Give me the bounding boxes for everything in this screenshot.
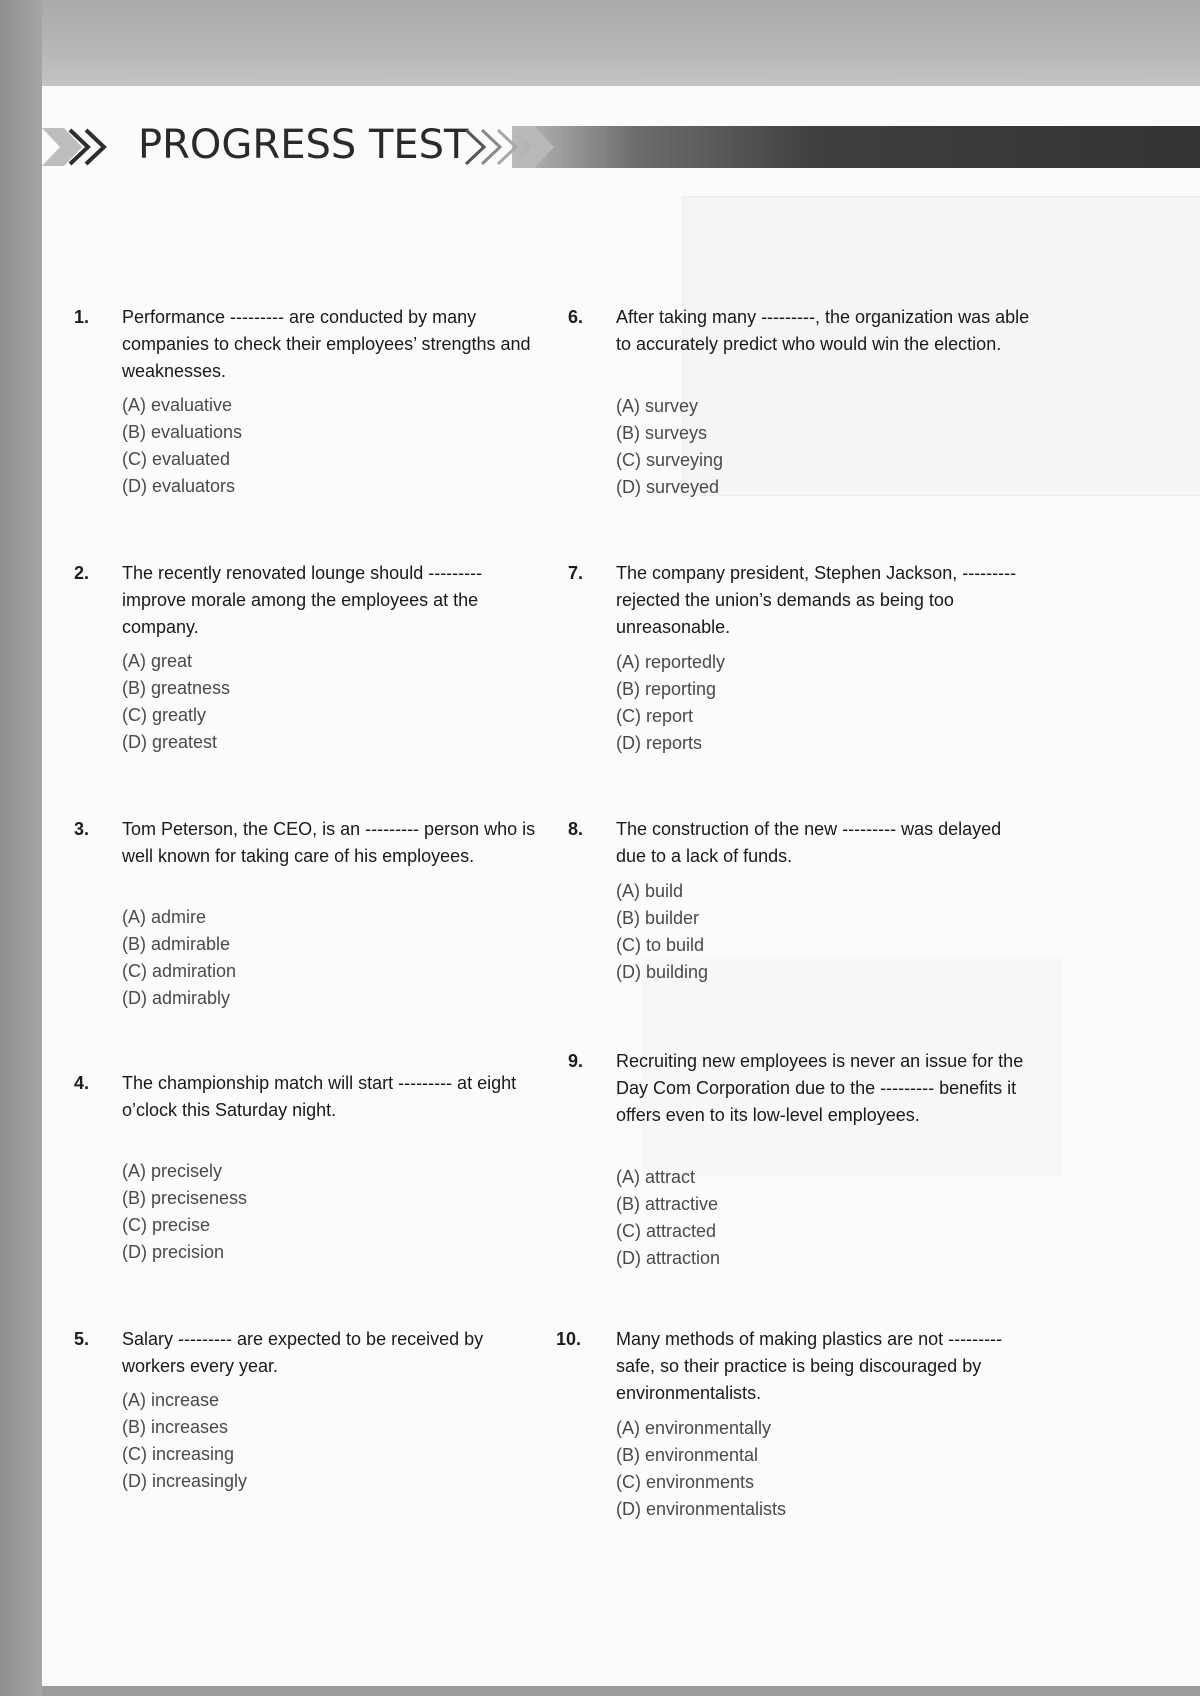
question-number: 8.	[568, 819, 584, 839]
option-b[interactable]: (B) increases	[122, 1417, 229, 1437]
option-b[interactable]: (B) reporting	[616, 679, 717, 699]
question-number: 9.	[568, 1051, 584, 1071]
question-number: 6.	[568, 307, 584, 327]
option-a[interactable]: (A) precisely	[122, 1161, 223, 1181]
option-b[interactable]: (B) attractive	[616, 1194, 719, 1214]
page-title: PROGRESS TEST	[138, 122, 469, 168]
question-stem: Tom Peterson, the CEO, is an --------- person who is well known for taking care of his employees.	[122, 819, 536, 866]
option-c[interactable]: (C) greatly	[122, 705, 207, 725]
option-a[interactable]: (A) great	[122, 651, 193, 671]
option-b[interactable]: (B) surveys	[616, 423, 708, 443]
option-d[interactable]: (D) admirably	[122, 988, 231, 1008]
question-stem: The recently renovated lounge should --------- improve morale among the employees at the company.	[122, 563, 483, 637]
question-stem: The company president, Stephen Jackson, --------- rejected the union’s demands as being too unreasonable.	[616, 563, 1017, 637]
option-d[interactable]: (D) surveyed	[616, 477, 720, 497]
option-c[interactable]: (C) precise	[122, 1215, 211, 1235]
answer-options	[122, 648, 230, 756]
answer-options	[616, 393, 723, 501]
question-stem: The championship match will start --------- at eight o’clock this Saturday night.	[122, 1073, 517, 1120]
answer-options	[122, 904, 236, 1012]
question-number: 3.	[74, 819, 90, 839]
option-b[interactable]: (B) admirable	[122, 934, 231, 954]
question-stem: Many methods of making plastics are not --------- safe, so their practice is being discouraged by environmentalists.	[616, 1329, 1003, 1403]
option-a[interactable]: (A) admire	[122, 907, 207, 927]
question-stem: After taking many ---------, the organization was able to accurately predict who would win the election.	[616, 307, 1030, 354]
option-a[interactable]: (A) build	[616, 881, 684, 901]
question-stem: The construction of the new --------- was delayed due to a lack of funds.	[616, 819, 1002, 866]
answer-options	[616, 649, 725, 757]
question-stem: Performance --------- are conducted by many companies to check their employees’ strengths and weaknesses.	[122, 307, 531, 381]
option-a[interactable]: (A) environmentally	[616, 1418, 772, 1438]
option-a[interactable]: (A) survey	[616, 396, 699, 416]
answer-options	[122, 1387, 247, 1495]
answer-options	[616, 1164, 720, 1272]
scan-border-top	[0, 0, 1200, 86]
option-d[interactable]: (D) evaluators	[122, 476, 236, 496]
option-a[interactable]: (A) evaluative	[122, 395, 233, 415]
option-d[interactable]: (D) precision	[122, 1242, 225, 1262]
answer-options	[616, 1415, 786, 1523]
option-a[interactable]: (A) reportedly	[616, 652, 726, 672]
option-b[interactable]: (B) evaluations	[122, 422, 243, 442]
scan-border-left	[0, 0, 42, 1696]
question-stem: Salary --------- are expected to be received by workers every year.	[122, 1329, 484, 1376]
option-d[interactable]: (D) building	[616, 962, 709, 982]
header-band	[512, 126, 1200, 168]
option-c[interactable]: (C) attracted	[616, 1221, 717, 1241]
option-d[interactable]: (D) attraction	[616, 1248, 721, 1268]
option-a[interactable]: (A) attract	[616, 1167, 696, 1187]
option-b[interactable]: (B) environmental	[616, 1445, 759, 1465]
option-a[interactable]: (A) increase	[122, 1390, 220, 1410]
question-number: 7.	[568, 563, 584, 583]
option-d[interactable]: (D) environmentalists	[616, 1499, 787, 1519]
option-c[interactable]: (C) environments	[616, 1472, 755, 1492]
question-number: 4.	[74, 1073, 90, 1093]
question-number: 1.	[74, 307, 90, 327]
option-b[interactable]: (B) greatness	[122, 678, 231, 698]
option-c[interactable]: (C) evaluated	[122, 449, 231, 469]
option-b[interactable]: (B) preciseness	[122, 1188, 248, 1208]
option-c[interactable]: (C) admiration	[122, 961, 237, 981]
option-c[interactable]: (C) report	[616, 706, 694, 726]
answer-options	[616, 878, 708, 986]
answer-options	[122, 392, 242, 500]
question-number: 10.	[556, 1329, 582, 1349]
option-d[interactable]: (D) increasingly	[122, 1471, 248, 1491]
test-page	[42, 86, 1200, 1686]
option-b[interactable]: (B) builder	[616, 908, 700, 928]
option-c[interactable]: (C) to build	[616, 935, 705, 955]
option-c[interactable]: (C) surveying	[616, 450, 724, 470]
question-number: 5.	[74, 1329, 90, 1349]
chevron-right-icon	[462, 120, 572, 174]
question-stem: Recruiting new employees is never an issue for the Day Com Corporation due to the --------- benefits it offers even to its low-level employees.	[616, 1051, 1024, 1125]
option-d[interactable]: (D) greatest	[122, 732, 218, 752]
page-header	[42, 120, 1200, 174]
answer-options	[122, 1158, 247, 1266]
option-d[interactable]: (D) reports	[616, 733, 703, 753]
option-c[interactable]: (C) increasing	[122, 1444, 235, 1464]
chevron-right-icon	[42, 120, 122, 174]
question-number: 2.	[74, 563, 90, 583]
